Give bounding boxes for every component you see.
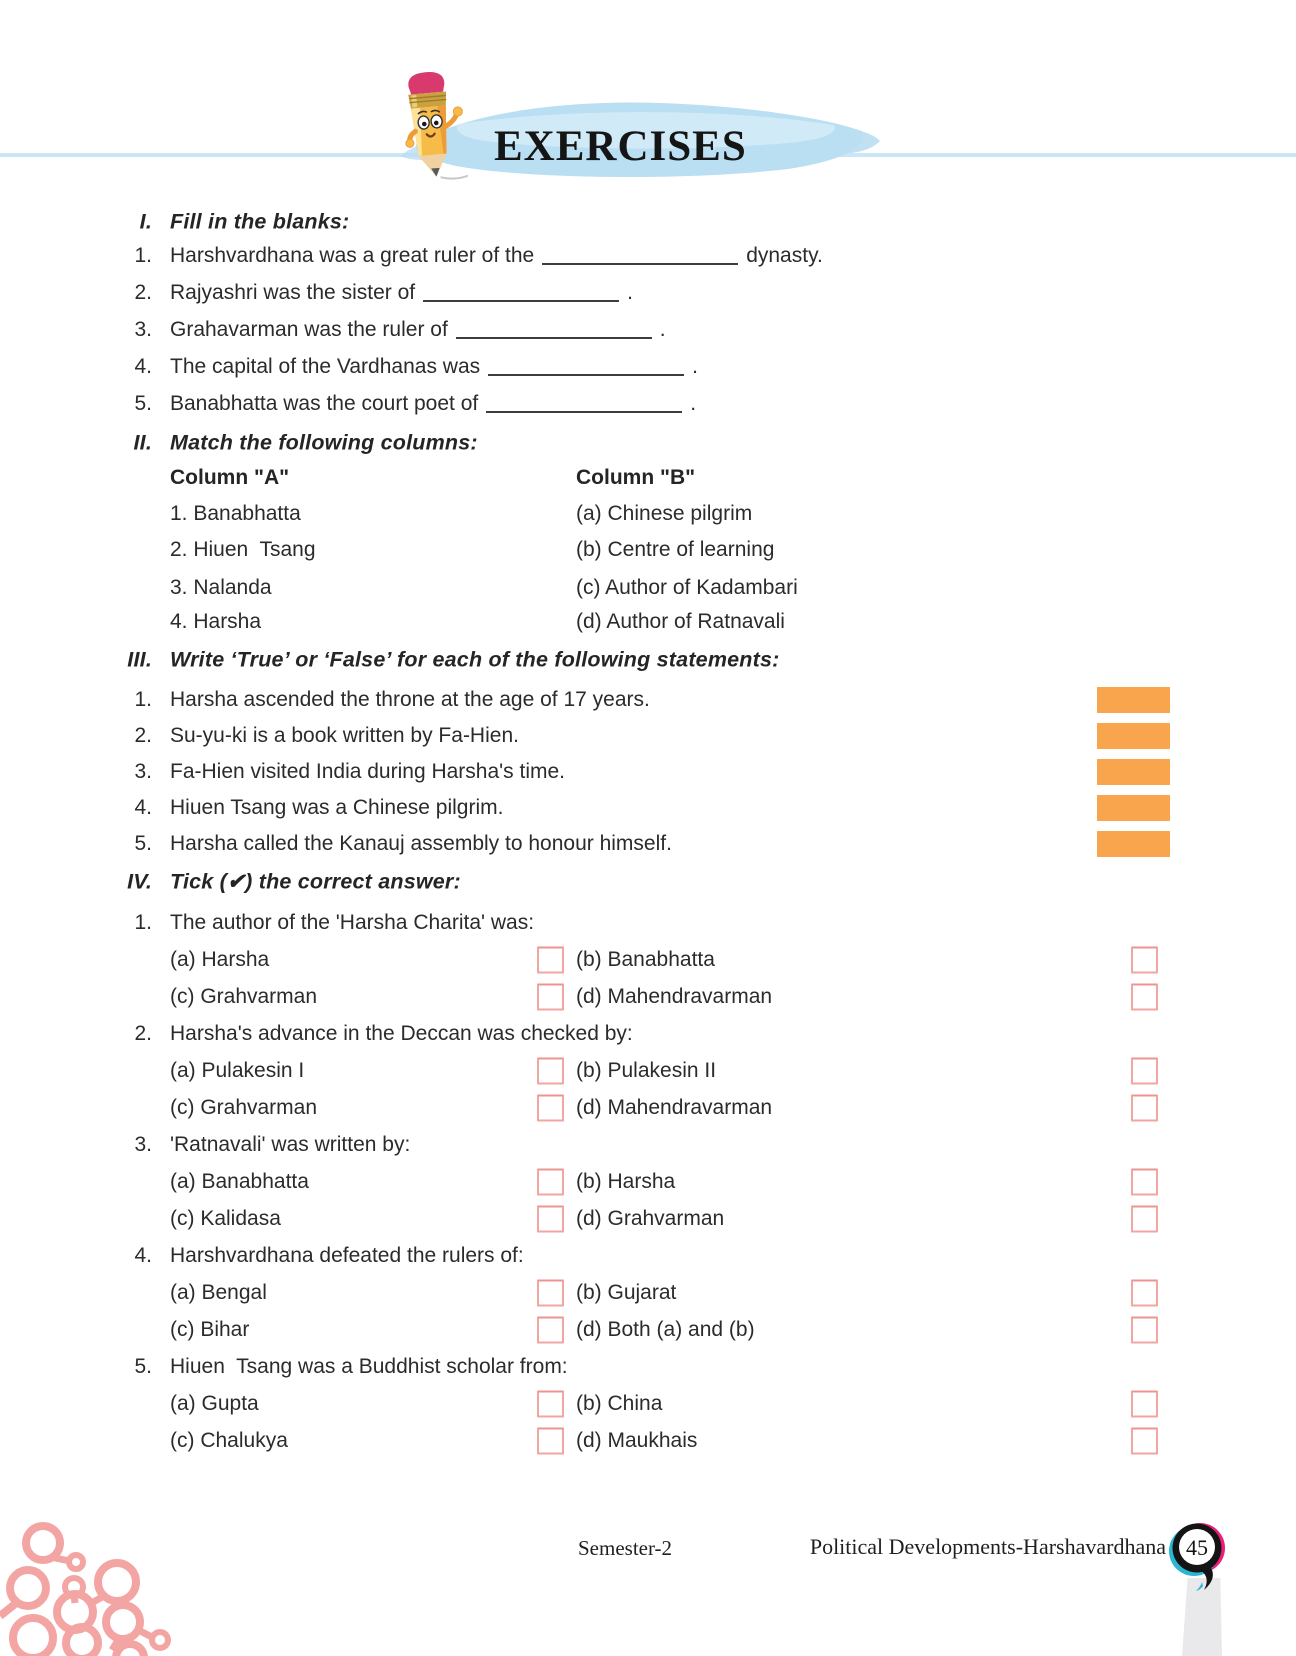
mcq-question-row	[0, 905, 1296, 941]
fill-item-text	[170, 392, 696, 416]
column-b-item: (b) Centre of learning	[576, 538, 775, 561]
match-row	[0, 532, 1296, 568]
page-number-bubble	[1166, 1520, 1228, 1600]
option-b-label: (b) Gujarat	[576, 1281, 677, 1304]
answer-checkbox[interactable]	[537, 1428, 564, 1455]
section-title: Write ‘True’ or ‘False’ for each of the following statements:	[170, 647, 780, 672]
mcq-option-row	[0, 1312, 1296, 1348]
fill-post-text: .	[659, 318, 666, 341]
true-false-answer-box[interactable]	[1097, 723, 1170, 749]
pencil-mascot	[392, 70, 468, 182]
column-b-header: Column "B"	[576, 466, 696, 489]
answer-checkbox[interactable]	[1131, 1317, 1158, 1344]
match-row	[0, 604, 1296, 640]
tf-statement: Su-yu-ki is a book written by Fa-Hien.	[170, 724, 519, 747]
answer-checkbox[interactable]	[1131, 1391, 1158, 1418]
answer-checkbox[interactable]	[1131, 1095, 1158, 1122]
answer-blank	[456, 321, 652, 339]
fill-item-text	[170, 281, 633, 305]
option-d-label: (d) Maukhais	[576, 1429, 698, 1452]
mcq-option-row	[0, 1275, 1296, 1311]
mcq-question-row	[0, 1127, 1296, 1163]
pink-circles-decoration	[0, 1506, 175, 1656]
page-title: EXERCISES	[494, 123, 747, 170]
answer-blank	[423, 284, 619, 302]
fill-pre-text: The capital of the Vardhanas was	[170, 355, 481, 378]
match-row	[0, 496, 1296, 532]
item-number: 2.	[134, 724, 152, 747]
option-c-label: (c) Bihar	[170, 1318, 250, 1341]
tf-statement: Hiuen Tsang was a Chinese pilgrim.	[170, 796, 504, 819]
section-4-heading	[0, 864, 1296, 900]
option-c-label: (c) Grahvarman	[170, 1096, 318, 1119]
column-a-item: 4. Harsha	[170, 610, 262, 633]
answer-checkbox[interactable]	[537, 1169, 564, 1196]
column-a-header: Column "A"	[170, 466, 290, 489]
answer-checkbox[interactable]	[537, 1206, 564, 1233]
section-title: Fill in the blanks:	[170, 209, 350, 234]
question-text: Harshvardhana defeated the rulers of:	[170, 1244, 524, 1267]
mcq-option-row	[0, 1201, 1296, 1237]
fill-pre-text: Banabhatta was the court poet of	[170, 392, 479, 415]
tf-row	[0, 826, 1296, 862]
section-numeral: IV.	[127, 869, 152, 894]
fill-item-text	[170, 355, 698, 379]
tf-statement: Fa-Hien visited India during Harsha's time.	[170, 760, 566, 783]
question-text: The author of the 'Harsha Charita' was:	[170, 911, 535, 934]
tf-statement: Harsha called the Kanauj assembly to honour himself.	[170, 832, 672, 855]
fill-pre-text: Harshvardhana was a great ruler of the	[170, 244, 535, 267]
item-number: 1.	[134, 688, 152, 711]
answer-blank	[488, 358, 684, 376]
match-row	[0, 570, 1296, 606]
question-text: 'Ratnavali' was written by:	[170, 1133, 411, 1156]
answer-checkbox[interactable]	[537, 1095, 564, 1122]
fill-item-row	[0, 386, 1296, 422]
mcq-option-row	[0, 942, 1296, 978]
tf-row	[0, 754, 1296, 790]
section-1-heading	[0, 204, 1296, 240]
mcq-question-row	[0, 1238, 1296, 1274]
option-d-label: (d) Both (a) and (b)	[576, 1318, 755, 1341]
column-b-item: (a) Chinese pilgrim	[576, 502, 753, 525]
section-3-heading	[0, 642, 1296, 678]
fill-pre-text: Grahavarman was the ruler of	[170, 318, 448, 341]
option-b-label: (b) Banabhatta	[576, 948, 715, 971]
question-text: Harsha's advance in the Deccan was checked by:	[170, 1022, 633, 1045]
question-number: 1.	[134, 911, 152, 934]
fill-post-text: .	[690, 392, 697, 415]
fill-post-text: .	[692, 355, 698, 378]
answer-checkbox[interactable]	[1131, 1169, 1158, 1196]
fill-item-text	[170, 244, 823, 268]
true-false-answer-box[interactable]	[1097, 795, 1170, 821]
option-c-label: (c) Kalidasa	[170, 1207, 281, 1230]
section-2-heading	[0, 425, 1296, 461]
question-number: 3.	[134, 1133, 152, 1156]
mcq-option-row	[0, 1164, 1296, 1200]
section-numeral: II.	[133, 430, 152, 455]
fill-post-text: .	[627, 281, 633, 304]
answer-checkbox[interactable]	[537, 1317, 564, 1344]
fill-post-text: dynasty.	[746, 244, 823, 267]
mcq-option-row	[0, 979, 1296, 1015]
item-number: 1.	[134, 244, 152, 267]
match-header-row	[0, 460, 1296, 496]
item-number: 4.	[134, 796, 152, 819]
fill-item-row	[0, 275, 1296, 311]
question-text: Hiuen Tsang was a Buddhist scholar from:	[170, 1355, 568, 1378]
answer-checkbox[interactable]	[537, 947, 564, 974]
mcq-question-row	[0, 1016, 1296, 1052]
answer-checkbox[interactable]	[1131, 1428, 1158, 1455]
fill-item-row	[0, 349, 1296, 385]
option-b-label: (b) Pulakesin II	[576, 1059, 717, 1082]
question-number: 2.	[134, 1022, 152, 1045]
chapter-title: Political Developments-Harshavardhana	[809, 1534, 1166, 1559]
column-a-item: 1. Banabhatta	[170, 502, 301, 525]
fill-pre-text: Rajyashri was the sister of	[170, 281, 416, 304]
option-b-label: (b) Harsha	[576, 1170, 676, 1193]
section-numeral: III.	[127, 647, 152, 672]
mcq-option-row	[0, 1090, 1296, 1126]
option-b-label: (b) China	[576, 1392, 663, 1415]
question-number: 4.	[134, 1244, 152, 1267]
option-d-label: (d) Grahvarman	[576, 1207, 725, 1230]
answer-blank	[486, 395, 682, 413]
option-a-label: (a) Harsha	[170, 948, 270, 971]
fill-item-row	[0, 238, 1296, 274]
option-d-label: (d) Mahendravarman	[576, 1096, 773, 1119]
section-numeral: I.	[139, 209, 152, 234]
option-a-label: (a) Gupta	[170, 1392, 259, 1415]
answer-checkbox[interactable]	[1131, 1206, 1158, 1233]
option-a-label: (a) Bengal	[170, 1281, 267, 1304]
item-number: 3.	[134, 318, 152, 341]
answer-checkbox[interactable]	[1131, 947, 1158, 974]
item-number: 5.	[134, 832, 152, 855]
mcq-option-row	[0, 1053, 1296, 1089]
column-b-item: (c) Author of Kadambari	[576, 576, 798, 599]
section-title: Match the following columns:	[170, 430, 478, 455]
question-number: 5.	[134, 1355, 152, 1378]
mcq-question-row	[0, 1349, 1296, 1385]
option-a-label: (a) Pulakesin I	[170, 1059, 305, 1082]
item-number: 2.	[134, 281, 152, 304]
mcq-option-row	[0, 1386, 1296, 1422]
tf-statement: Harsha ascended the throne at the age of 17 years.	[170, 688, 650, 711]
fill-item-text	[170, 318, 666, 342]
item-number: 3.	[134, 760, 152, 783]
true-false-answer-box[interactable]	[1097, 687, 1170, 713]
true-false-answer-box[interactable]	[1097, 759, 1170, 785]
column-a-item: 3. Nalanda	[170, 576, 272, 599]
answer-checkbox[interactable]	[1131, 1280, 1158, 1307]
tf-row	[0, 682, 1296, 718]
answer-checkbox[interactable]	[537, 984, 564, 1011]
answer-checkbox[interactable]	[537, 1058, 564, 1085]
item-number: 5.	[134, 392, 152, 415]
semester-label: Semester-2	[578, 1536, 673, 1560]
tf-row	[0, 718, 1296, 754]
answer-checkbox[interactable]	[1131, 984, 1158, 1011]
option-a-label: (a) Banabhatta	[170, 1170, 309, 1193]
answer-blank	[542, 247, 738, 265]
answer-checkbox[interactable]	[1131, 1058, 1158, 1085]
column-b-item: (d) Author of Ratnavali	[576, 610, 785, 633]
fill-item-row	[0, 312, 1296, 348]
mcq-option-row	[0, 1423, 1296, 1459]
page-number: 45	[1186, 1535, 1208, 1560]
true-false-answer-box[interactable]	[1097, 831, 1170, 857]
item-number: 4.	[134, 355, 152, 378]
option-c-label: (c) Grahvarman	[170, 985, 318, 1008]
option-c-label: (c) Chalukya	[170, 1429, 288, 1452]
tf-row	[0, 790, 1296, 826]
option-d-label: (d) Mahendravarman	[576, 985, 773, 1008]
answer-checkbox[interactable]	[537, 1280, 564, 1307]
section-title: Tick (✔) the correct answer:	[170, 869, 461, 894]
column-a-item: 2. Hiuen Tsang	[170, 538, 316, 561]
answer-checkbox[interactable]	[537, 1391, 564, 1418]
